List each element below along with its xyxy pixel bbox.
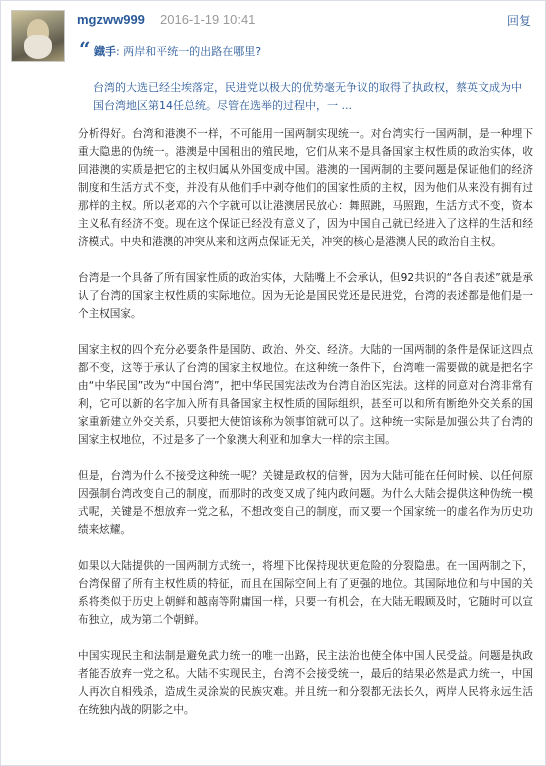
quote-author: 鐡手 bbox=[94, 45, 116, 58]
body-paragraph: 国家主权的四个充分必要条件是国防、政治、外交、经济。大陆的一国两制的条件是保证这四点都不变，这等于承认了台湾的国家主权地位。在这种统一条件下，台湾唯一需要做的就是把名字由“中华民国”改为“中国台湾”，把中华民国宪法改为台湾自治区宪法。这样的同意对台湾非常有利，它可以新的名字加入所有具备国家主权性质的国际组织，甚至可以和所有断绝外交关系的国家重新建立外交关系，只要把大使馆该称为领事馆就可以了。这种统一实际是加强公共了台湾的国家主权地位，不过是多了一个象澳大利亚和加拿大一样的宗主国。 bbox=[78, 344, 533, 446]
body-paragraph: 中国实现民主和法制是避免武力统一的唯一出路，民主法治也使全体中国人民受益。问题是执政者能否放弃一党之私。大陆不实现民主，台湾不会接受统一，最后的结果必然是武力统一，中国人再次自相残杀，造成生灵涂炭的民族灾难。并且统一和分裂都无法长久，两岸人民将永远生活在统独内战的阴影之中。 bbox=[78, 650, 533, 716]
body-paragraph: 台湾是一个具备了所有国家性质的政治实体，大陆嘴上不会承认，但92共识的“各自表述”就是承认了台湾的国家主权性质的实际地位。因为无论是国民党还是民进党，台湾的表述都是他们是一个主权国家。 bbox=[78, 272, 533, 320]
user-avatar[interactable] bbox=[11, 10, 65, 62]
body-paragraph: 分析得好。台湾和港澳不一样，不可能用一国两制实现统一。对台湾实行一国两制，是一种埋下重大隐患的伪统一。港澳是中国租出的殖民地，它们从来不是具备国家主权性质的政治实体，收回港澳的实质是把它的主权归属从外国变成中国。港澳的一国两制的主要问题是保证他们的经济制度和生活方式不变，并没有从他们手中剥夺他们的国家性质的主权，因为他们从来没有拥有过那样的主权。所以老邓的六个字就可以让港澳居民放心：舞照跳，马照跑，生活方式不变，资本主义私有经济不变。现在这个保证已经没有意义了，因为中国自己就已经进入了这样的生活和经济模式。中央和港澳的冲突从来和这两点保证无关，冲突的核心是港澳人民的政治自主权。 bbox=[78, 128, 533, 248]
post-timestamp: 2016-1-19 10:41 bbox=[160, 12, 256, 27]
quote-title-text: 两岸和平统一的出路在哪里? bbox=[123, 45, 262, 58]
avatar-beard bbox=[24, 35, 52, 59]
reply-button[interactable]: 回复 bbox=[506, 14, 531, 28]
quote-mark-icon: “ bbox=[79, 37, 91, 61]
post-body bbox=[78, 125, 533, 719]
quote-title[interactable] bbox=[94, 43, 261, 59]
body-paragraph: 如果以大陆提供的一国两制方式统一，将埋下比保持现状更危险的分裂隐患。在一国两制之下，台湾保留了所有主权性质的特征，而且在国际空间上有了更强的地位。其国际地位和与中国的关系将类似于历史上朝鲜和越南等附庸国一样，只要一有机会，在大陆无暇顾及时，它随时可以宣布独立，成为第二个朝鲜。 bbox=[78, 560, 533, 626]
quote-excerpt[interactable]: 台湾的大选已经尘埃落定，民进党以极大的优势毫无争议的取得了执政权，蔡英文成为中国台湾地区第14任总统。尽管在选举的过程中，一 ... bbox=[93, 81, 522, 112]
body-paragraph: 但是，台湾为什么不接受这种统一呢？关键是政权的信誉，因为大陆可能在任何时候、以任何原因强制台湾改变自己的制度，而那时的改变又成了纯内政问题。为什么大陆会提供这种伪统一模式呢，关键是不想放弃一党之私，不想改变自己的制度，而又要一个国家统一的虚名作为历史功绩来炫耀。 bbox=[78, 470, 533, 536]
quote-separator: : bbox=[116, 45, 124, 58]
post-username[interactable]: mgzww999 bbox=[77, 12, 145, 27]
